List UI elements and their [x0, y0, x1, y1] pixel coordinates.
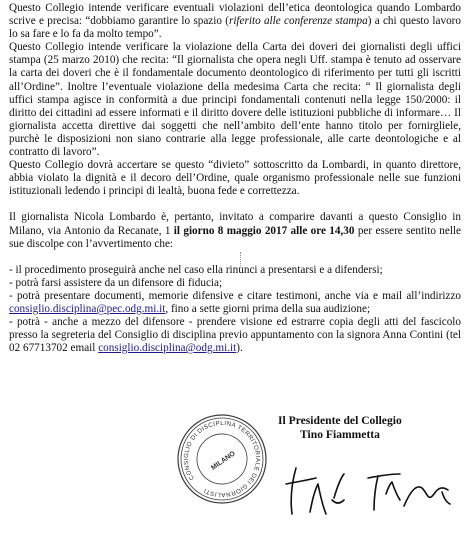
secretariat-email-link[interactable]: consiglio.disciplina@odg.mi.it: [98, 342, 237, 355]
list-item-2-text: - potrà farsi assistere da un difensore di fiducia;: [9, 276, 223, 289]
president-title: Il Presidente del Collegio: [278, 414, 402, 427]
pec-email-link[interactable]: consiglio.disciplina@pec.odg.mi.it: [9, 302, 166, 315]
margin-mark: [240, 252, 242, 268]
list-item: [9, 290, 461, 316]
official-stamp-icon: [176, 413, 268, 505]
stamp-center-text: MILANO: [210, 450, 237, 472]
list-item-4-text-a: - potrà - anche a mezzo del difensore - prendere visione ed estrarre copia degli atti del fascicolo presso la segreteria del Consiglio di disciplina previo appuntamento con la signora Anna Contini (tel 02 67713702 email: [9, 316, 461, 355]
paragraph-3-text: Questo Collegio dovrà accertare se questo “divieto” sottoscritto da Lombardi, in quanto direttore, abbia violato la dignità e il decoro dell’Ordine, quale organismo professionale nelle sue funzioni istituzionali ledendo i principi di lealtà, buona fede e correttezza.: [9, 159, 461, 198]
list-item: [9, 264, 461, 277]
list-item-3-text-b: , fino a sette giorni prima della sua audizione;: [165, 302, 371, 315]
paragraph-4-text-b: per essere sentito nelle sue discolpe con l’avvertimento che:: [9, 224, 462, 250]
hearing-date: il giorno 8 maggio 2017 alle ore 14,30: [173, 224, 355, 237]
spacer: [9, 251, 461, 264]
list-item: [9, 316, 461, 355]
paragraph-1-italic: riferito alle conferenze stampa: [228, 15, 368, 28]
list-item: [9, 277, 461, 290]
stamp-outer-text: CONSIGLIO DI DISCIPLINA TERRITORIALE DEI GIORNALISTI: [182, 419, 262, 499]
paragraph-4: [9, 211, 461, 250]
paragraph-3: [9, 159, 461, 198]
handwritten-signature-icon: [282, 454, 462, 524]
paragraph-1-text-a: Questo Collegio intende verificare eventuali violazioni dell’etica deontologica quando Lombardo scrive e precisa: “dobbiamo garantire lo spazio (: [9, 2, 461, 28]
list-item-4-text-b: ).: [236, 342, 243, 355]
paragraph-1: [9, 2, 461, 41]
signature-block: [278, 414, 458, 442]
paragraph-4-text-a: Il giornalista Nicola Lombardo è, pertanto, invitato a comparire davanti a questo Consiglio in Milano, via Antonio da Recanate, 1: [9, 211, 461, 237]
paragraph-2-text: Questo Collegio intende verificare la violazione della Carta dei doveri dei giornalisti degli uffici stampa (25 marzo 2010) che recita: “Il giornalista che opera negli Uff. stampa è tenuto ad osservare la carta dei doveri che è il fondamentale documento deontologico di riferimento per tutti gli iscritti all’Ordine”. Inoltre l’eventuale violazione della medesima Carta che recita: “ Il giornalista degli uffici stampa agisce in conformità a due principi fondamentali contenuti nella legge 150/2000: il diritto dei cittadini ad essere informati e il diritto dovere delle istituzioni pubbliche di informare… Il giornalista accetta direttive dai soggetti che nell’ambito dell’ente hanno titolo per fornirgliele, purchè le disposizioni non siano contrarie alla legge professionale, alle carte deontologiche e al contratto di lavoro”.: [9, 41, 461, 159]
paragraph-1-text-b: ) a chi questo lavoro lo sa fare e lo fa da molto tempo”.: [9, 15, 461, 41]
list-item-1-text: - il procedimento proseguirà anche nel caso ella rinunci a presentarsi e a difendersi;: [9, 263, 383, 276]
list-item-3-text-a: - potrà presentare documenti, memorie difensive e citare testimoni, anche via e mail all’indirizzo: [9, 289, 461, 302]
document-body: [9, 2, 461, 355]
paragraph-2: [9, 41, 461, 159]
spacer: [9, 198, 461, 211]
president-name: Tino Fiammetta: [300, 428, 380, 441]
